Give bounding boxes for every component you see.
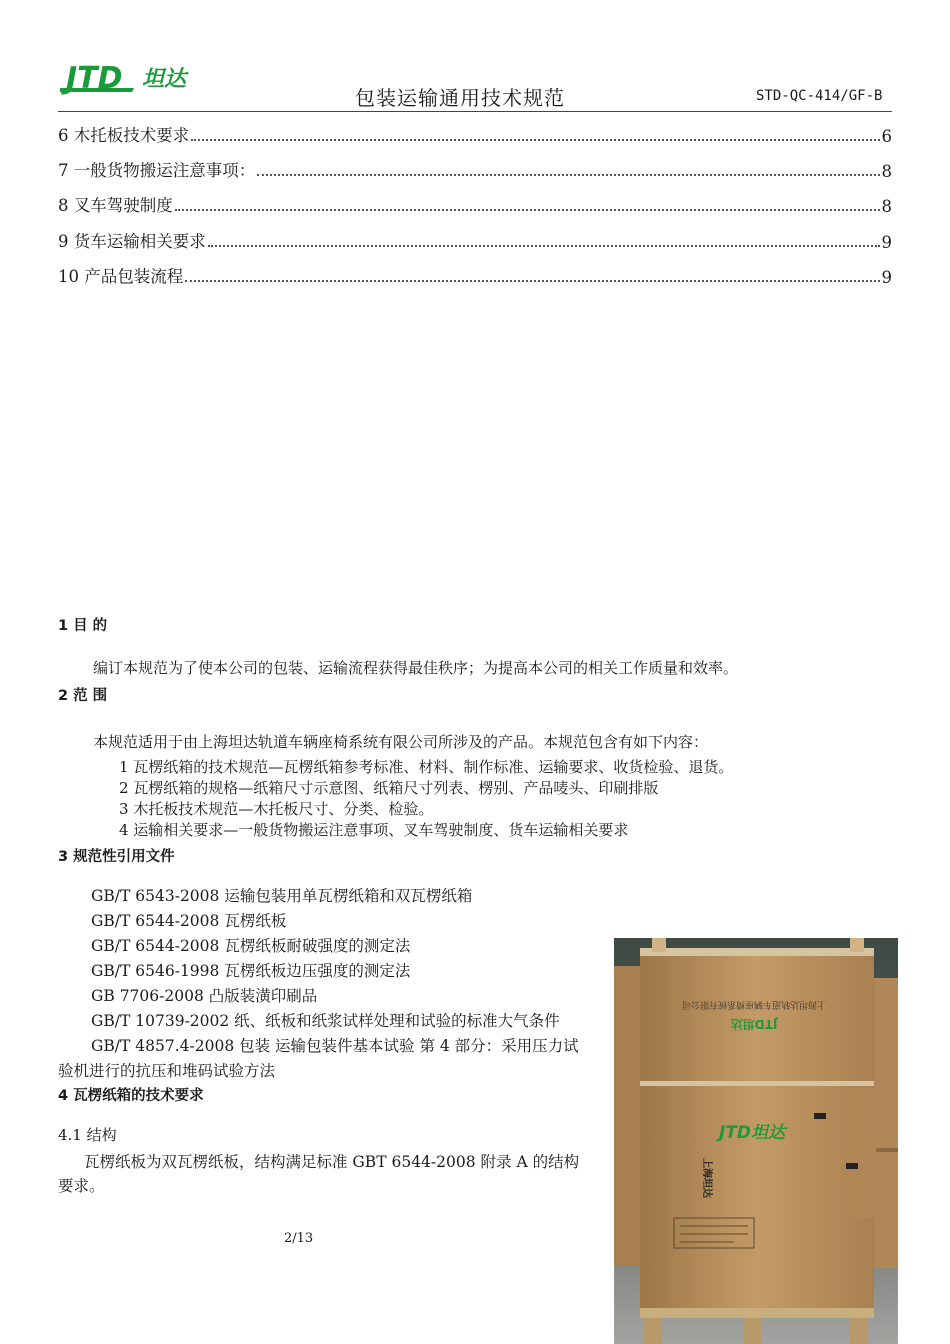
toc-entry-label: 9 货车运输相关要求 (58, 232, 206, 251)
reference-item: GB/T 6546-1998 瓦楞纸板边压强度的测定法 (91, 962, 411, 980)
toc-leader (175, 209, 880, 211)
toc-leader (257, 174, 879, 176)
purpose-text: 编订本规范为了使本公司的包装、运输流程获得最佳秩序；为提高本公司的相关工作质量和效率。 (93, 659, 739, 677)
carton-lower-logo: JTD坦达 (719, 1123, 786, 1143)
scope-item: 3 木托板技术规范—木托板尺寸、分类、检验。 (119, 800, 434, 818)
document-code: STD-QC-414/GF-B (756, 88, 883, 104)
toc-entry-label: 7 一般货物搬运注意事项： (58, 161, 256, 180)
toc-leader (208, 245, 880, 247)
svg-text:JTD: JTD (66, 61, 123, 96)
subsection-heading-structure: 4.1 结构 (58, 1126, 117, 1144)
page-number: 2/13 (284, 1231, 314, 1246)
structure-text-line: 瓦楞纸板为双瓦楞纸板，结构满足标准 GBT 6544-2008 附录 A 的结构 (84, 1153, 580, 1171)
toc-entry-label: 8 叉车驾驶制度 (58, 196, 173, 215)
toc-entry-page: 9 (881, 268, 892, 287)
section-heading-carton: 4 瓦楞纸箱的技术要求 (58, 1088, 204, 1104)
header-divider (58, 111, 892, 112)
carton-upper-label: JTD坦达 (730, 1017, 778, 1031)
reference-item: GB/T 6544-2008 瓦楞纸板耐破强度的测定法 (91, 937, 411, 955)
reference-item: GB 7706-2008 凸版装潢印刷品 (91, 987, 318, 1005)
toc-entry-page: 8 (881, 197, 892, 216)
section-heading-references: 3 规范性引用文件 (58, 849, 175, 865)
carton-photo (614, 938, 898, 1344)
toc-entry[interactable] (58, 122, 892, 146)
scope-intro: 本规范适用于由上海坦达轨道车辆座椅系统有限公司所涉及的产品。本规范包含有如下内容： (93, 733, 709, 751)
toc-entry[interactable] (58, 157, 892, 181)
toc-entry[interactable] (58, 192, 892, 216)
carton-upper-company: 上海坦达轨道车辆座椅系统有限公司 (681, 999, 827, 1009)
structure-text-line: 要求。 (58, 1177, 105, 1195)
section-heading-purpose: 1 目 的 (58, 618, 108, 634)
reference-item-continuation: 验机进行的抗压和堆码试验方法 (58, 1062, 276, 1080)
reference-item: GB/T 6544-2008 瓦楞纸板 (91, 912, 287, 930)
toc-entry-page: 9 (881, 233, 892, 252)
carton-lower-company: 上海坦达 (701, 1158, 712, 1198)
toc-entry-label: 10 产品包装流程 (58, 267, 184, 286)
toc-leader (185, 280, 879, 282)
toc-entry-page: 8 (881, 162, 892, 181)
reference-item: GB/T 4857.4-2008 包装 运输包装件基本试验 第 4 部分：采用压力试 (91, 1037, 579, 1055)
packaged-carton-image (614, 938, 898, 1344)
toc-entry-label: 6 木托板技术要求 (58, 126, 190, 145)
toc-entry[interactable] (58, 263, 892, 287)
svg-text:坦达: 坦达 (142, 67, 187, 92)
scope-item: 4 运输相关要求—一般货物搬运注意事项、叉车驾驶制度、货车运输相关要求 (119, 821, 629, 839)
jtd-logo-icon (60, 58, 202, 96)
toc-leader (191, 139, 879, 141)
section-heading-scope: 2 范 围 (58, 688, 108, 704)
scope-item: 1 瓦楞纸箱的技术规范—瓦楞纸箱参考标准、材料、制作标准、运输要求、收货检验、退货。 (119, 758, 734, 776)
scope-item: 2 瓦楞纸箱的规格—纸箱尺寸示意图、纸箱尺寸列表、楞别、产品唛头、印刷排版 (119, 779, 659, 797)
company-logo (60, 58, 202, 96)
reference-item: GB/T 6543-2008 运输包装用单瓦楞纸箱和双瓦楞纸箱 (91, 887, 473, 905)
document-title: 包装运输通用技术规范 (355, 86, 565, 110)
toc-entry-page: 6 (881, 127, 892, 146)
toc-entry[interactable] (58, 228, 892, 252)
reference-item: GB/T 10739-2002 纸、纸板和纸浆试样处理和试验的标准大气条件 (91, 1012, 560, 1030)
